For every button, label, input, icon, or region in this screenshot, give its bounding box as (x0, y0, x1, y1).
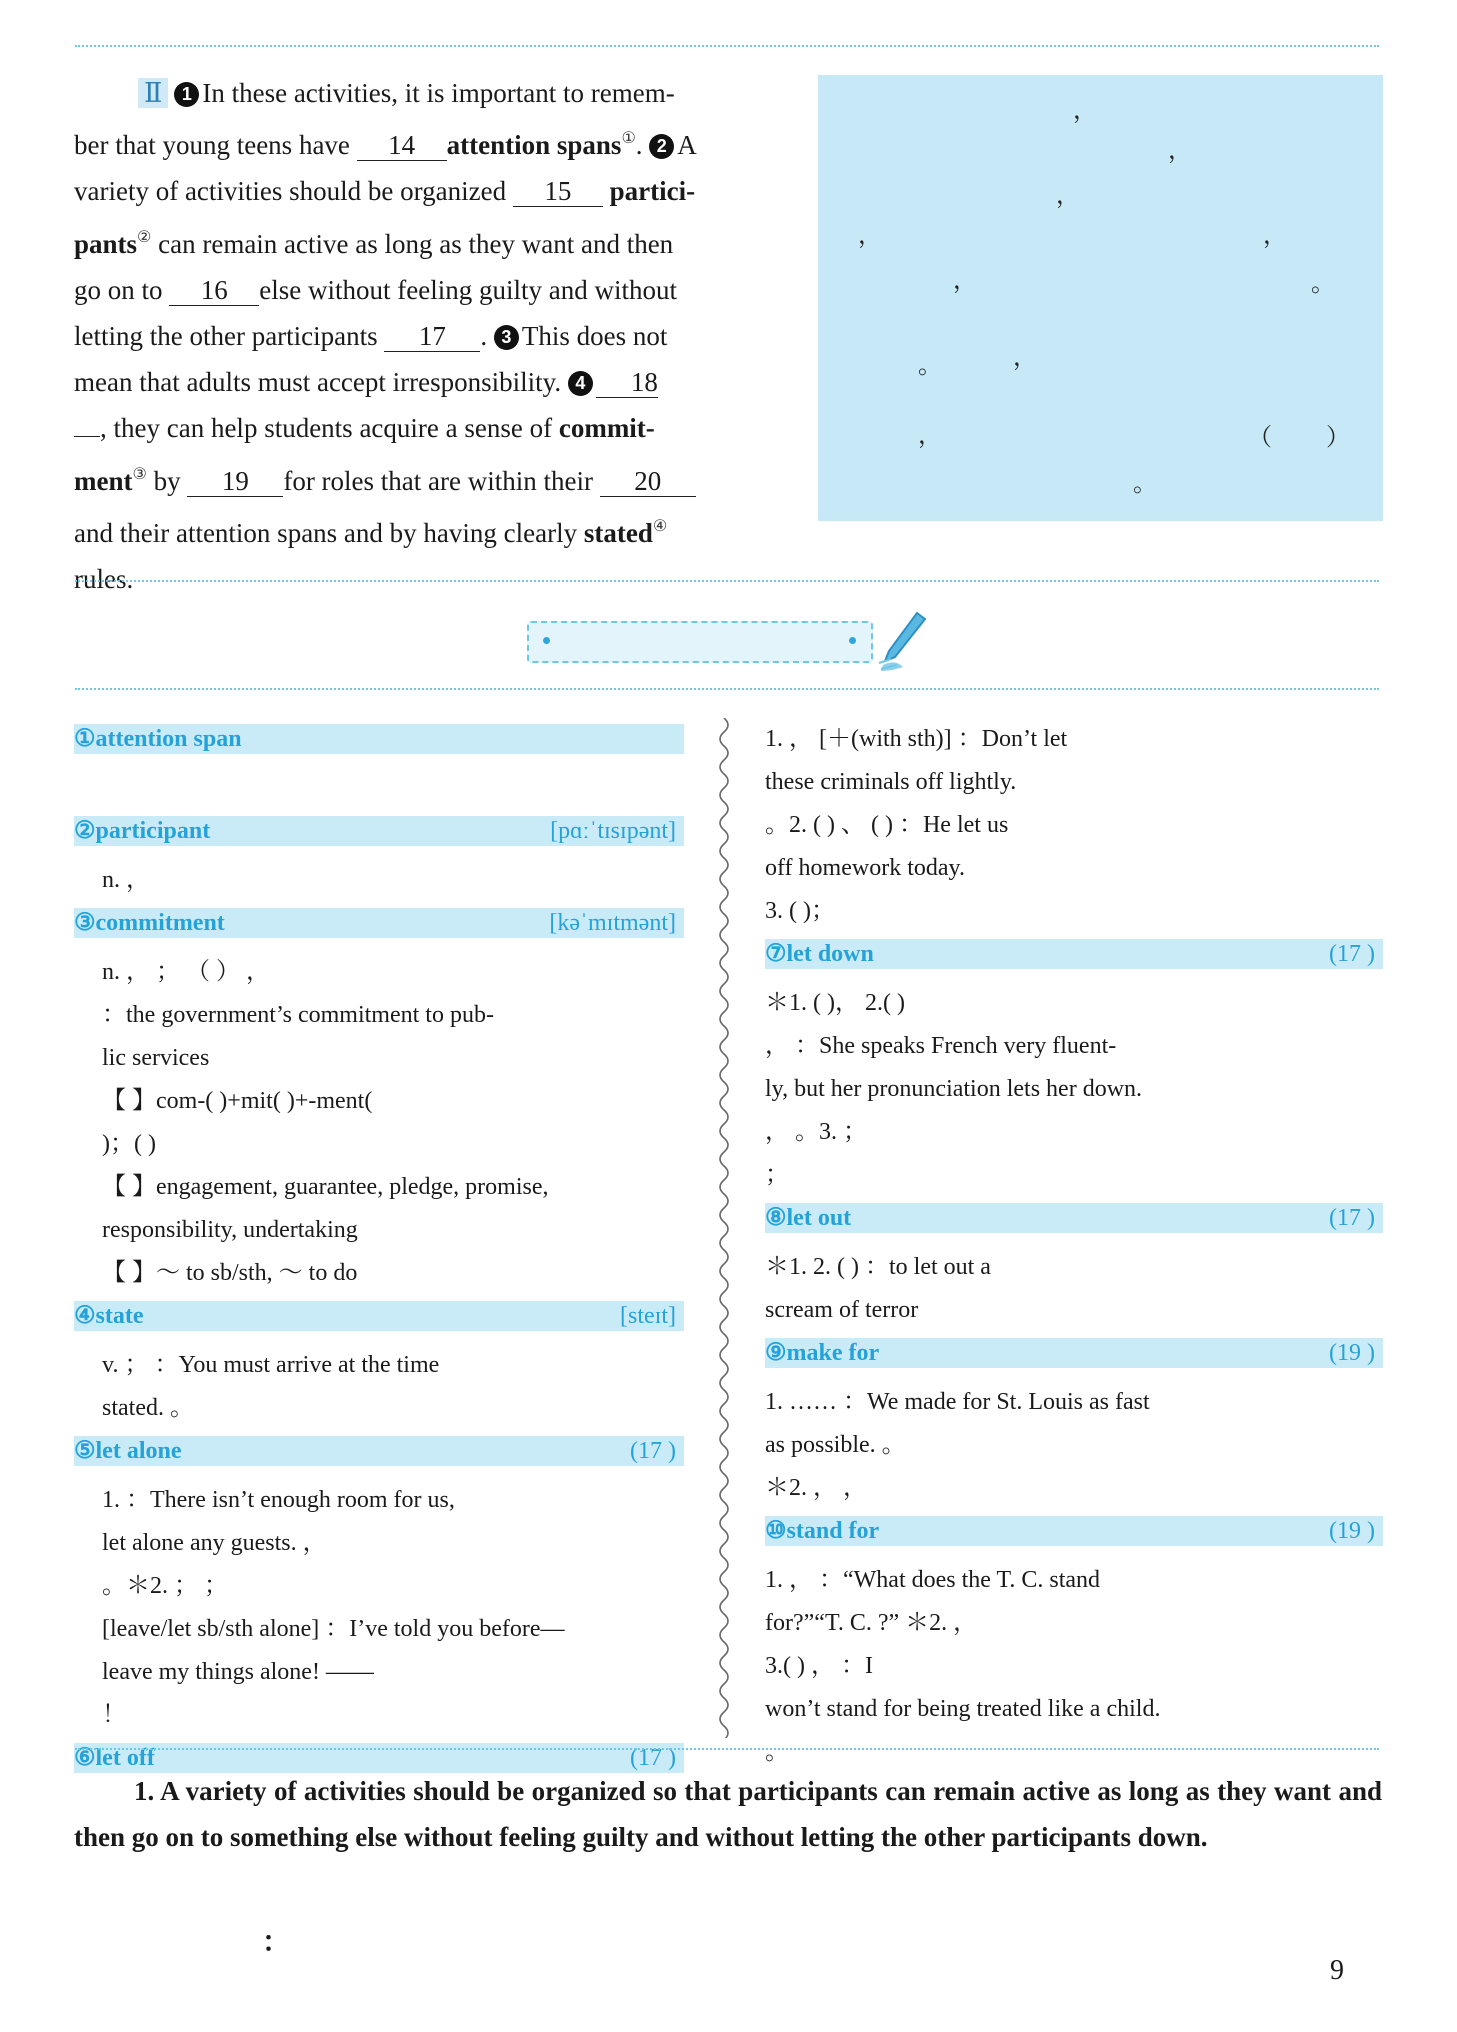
entry-line: ly, but her pronunciation lets her down. (765, 1076, 1143, 1102)
entry-headword: ⑥let off (74, 1745, 155, 1771)
entry-line: 1. ：There isn’t enough room for us, (102, 1487, 455, 1513)
entry-line: 【 】～ to sb/sth, ～ to do (102, 1260, 358, 1286)
entry-line: 1. ， ：“What does the T. C. stand (765, 1567, 1101, 1593)
entry-headword: ⑤let alone (74, 1438, 182, 1464)
vocab-top-divider (75, 688, 1379, 690)
entry-line: 【 】engagement, guarantee, pledge, promise, (102, 1174, 549, 1200)
entry-line: ； (765, 1162, 789, 1188)
entry-line: ， 。3. ； (765, 1119, 867, 1145)
passage-text: A (677, 130, 697, 161)
punctuation: ， (1013, 345, 1037, 371)
footnote-ref: ② (137, 228, 152, 246)
passage-text: by (146, 465, 188, 496)
spacer (74, 767, 684, 810)
entry-reference: (19 ) (1329, 1518, 1375, 1544)
entry-line: v. ； ：You must arrive at the time (102, 1352, 440, 1378)
top-divider (75, 45, 1379, 47)
passage-text: and their attention spans and by having clearly (74, 517, 584, 548)
entry-line: )；( ) (102, 1131, 156, 1157)
entry-line: stated. 。 (102, 1395, 194, 1421)
entry-headword: ①attention span (74, 726, 242, 752)
entry-line: 。＊2. ； ； (102, 1573, 228, 1599)
punctuation: ， (858, 223, 882, 249)
entry-line: ！ (102, 1702, 126, 1728)
entry-headword: ⑦let down (765, 941, 874, 967)
entry-headword: ⑧let out (765, 1205, 852, 1231)
entry-line: let alone any guests. ， (102, 1530, 327, 1556)
entry-line: ＊2. ， ， (765, 1475, 867, 1501)
entry-line: 1. ， [＋(with sth)] ：Don’t let (765, 726, 1068, 752)
passage-text: ber that young teens have (74, 130, 357, 161)
section-banner (527, 621, 873, 663)
footnote-ref: ③ (132, 465, 147, 483)
entry-line: 。 (765, 1739, 789, 1765)
entry-headword: ⑩stand for (765, 1518, 880, 1544)
blank-14[interactable]: 14 (357, 130, 447, 161)
vocab-column-left (74, 718, 684, 1786)
punctuation: ， (953, 268, 977, 294)
term-commitment: commit- (558, 413, 655, 444)
entry-line: 3.( ) ， ：I (765, 1653, 873, 1679)
entry-line: n. ， (102, 867, 150, 893)
term-participants: pants (74, 228, 138, 259)
entry-reference: (17 ) (1329, 1205, 1375, 1231)
entry-reference: (17 ) (630, 1438, 676, 1464)
term-stated: stated (583, 517, 653, 548)
punctuation: ， (1168, 138, 1192, 164)
blank-19[interactable]: 19 (187, 466, 283, 497)
entry-line: 1. …… ：We made for St. Louis as fast (765, 1389, 1150, 1415)
blank-18[interactable]: 18 (596, 367, 658, 398)
page-number: 9 (1330, 1955, 1344, 1986)
entry-headword: ⑨make for (765, 1340, 880, 1366)
sentence-marker-2: 2 (649, 134, 674, 159)
entry-header-make-for (765, 1338, 1383, 1368)
punctuation: ） (1326, 425, 1350, 451)
passage-text: . (480, 321, 494, 352)
entry-header-participant (74, 816, 684, 846)
entry-line: leave my things alone! —— (102, 1659, 374, 1685)
entry-line: 3. ( )； (765, 898, 835, 924)
passage-text: mean that adults must accept irresponsibility. (74, 367, 568, 398)
entry-line: ：the government’s commitment to pub- (102, 1002, 494, 1028)
sentence-marker-3: 3 (494, 325, 519, 350)
entry-line: won’t stand for being treated like a child. (765, 1696, 1161, 1722)
translation-box (818, 75, 1383, 521)
entry-reference: (17 ) (630, 1745, 676, 1771)
passage-text: else without feeling guilty and without (259, 274, 677, 305)
blank-20[interactable]: 20 (600, 466, 696, 497)
passage-text: go on to (74, 274, 170, 305)
entry-line: ＊1. ( )， 2.( ) (765, 990, 905, 1016)
bottom-divider (75, 1748, 1379, 1750)
punctuation: 。 (1311, 271, 1335, 297)
entry-line: these criminals off lightly. (765, 769, 1017, 795)
phonetic: [pɑːˈtɪsɪpənt] (550, 818, 676, 844)
punctuation: 。 (1133, 471, 1157, 497)
punctuation: ， (918, 423, 942, 449)
entry-line: scream of terror (765, 1297, 919, 1323)
long-sentence-analysis (74, 1768, 1382, 1860)
entry-headword: ④state (74, 1303, 144, 1329)
entry-header-let-alone (74, 1436, 684, 1466)
term-attention-spans: attention spans (446, 130, 622, 161)
sentence-marker-1: 1 (174, 82, 199, 107)
entry-line: lic services (102, 1045, 210, 1071)
entry-line: [leave/let sb/sth alone] ：I’ve told you before— (102, 1616, 565, 1642)
phonetic: [kəˈmɪtmənt] (549, 910, 676, 936)
entry-line: 。2. ( ) 、 ( ) ：He let us (765, 812, 1009, 838)
footnote-ref: ④ (652, 517, 668, 535)
reading-passage (74, 70, 792, 602)
sentence-text: 1. A variety of activities should be organized so that participants can remain active as long as they want and then go on to something else without feeling guilty and without letting the other participants down. (74, 1776, 1382, 1852)
phonetic: [steɪt] (620, 1303, 676, 1329)
entry-line: ， ：She speaks French very fluent- (765, 1033, 1117, 1059)
pen-icon (877, 609, 929, 673)
middle-divider (75, 580, 1379, 582)
blank-18-continued[interactable] (74, 436, 100, 437)
entry-line: for?”“T. C. ?” ＊2. ， (765, 1610, 978, 1636)
passage-text: variety of activities should be organized (74, 176, 513, 207)
banner-dot (849, 637, 856, 644)
vocab-column-right (765, 718, 1383, 1774)
passage-text: for roles that are within their (283, 465, 600, 496)
entry-line: ＊1. 2. ( ) ：to let out a (765, 1254, 991, 1280)
passage-text: In these activities, it is important to remem- (202, 78, 675, 108)
punctuation: 。 (918, 353, 942, 379)
passage-text: . (635, 130, 650, 161)
banner-dot (543, 637, 550, 644)
entry-line: as possible. 。 (765, 1432, 906, 1458)
entry-headword: ③commitment (74, 910, 225, 936)
punctuation: ， (1056, 183, 1080, 209)
entry-header-commitment (74, 908, 684, 938)
entry-line: n. ， ； （ ） ， (102, 959, 270, 985)
entry-reference: (17 ) (1329, 941, 1375, 967)
entry-line: off homework today. (765, 855, 965, 881)
entry-line: 【 】com-( )+mit( )+-ment( (102, 1088, 373, 1114)
term-commitment: ment (74, 465, 133, 496)
passage-text: This does not (521, 321, 668, 352)
entry-reference: (19 ) (1329, 1340, 1375, 1366)
entry-header-stand-for (765, 1516, 1383, 1546)
footnote-ref: ① (621, 130, 636, 148)
punctuation: （ (1248, 425, 1272, 451)
passage-text: can remain active as long as they want and then (151, 228, 674, 259)
blank-15[interactable]: 15 (513, 176, 603, 207)
entry-header-let-out (765, 1203, 1383, 1233)
term-participants: partici- (609, 176, 696, 207)
analysis-colon: ： (262, 1927, 291, 1958)
blank-17[interactable]: 17 (384, 321, 480, 352)
passage-text: rules. (74, 564, 134, 595)
passage-text: letting the other participants (74, 321, 385, 352)
entry-header-let-down (765, 939, 1383, 969)
entry-header-attention-span (74, 724, 684, 754)
section-marker: Ⅱ (138, 78, 168, 108)
entry-header-state (74, 1301, 684, 1331)
punctuation: ， (1073, 98, 1097, 124)
passage-text: , they can help students acquire a sense of (100, 413, 559, 444)
blank-16[interactable]: 16 (169, 275, 259, 306)
entry-line: responsibility, undertaking (102, 1217, 358, 1243)
entry-headword: ②participant (74, 818, 211, 844)
punctuation: ， (1263, 223, 1287, 249)
column-divider (714, 718, 734, 1738)
sentence-marker-4: 4 (568, 371, 593, 396)
